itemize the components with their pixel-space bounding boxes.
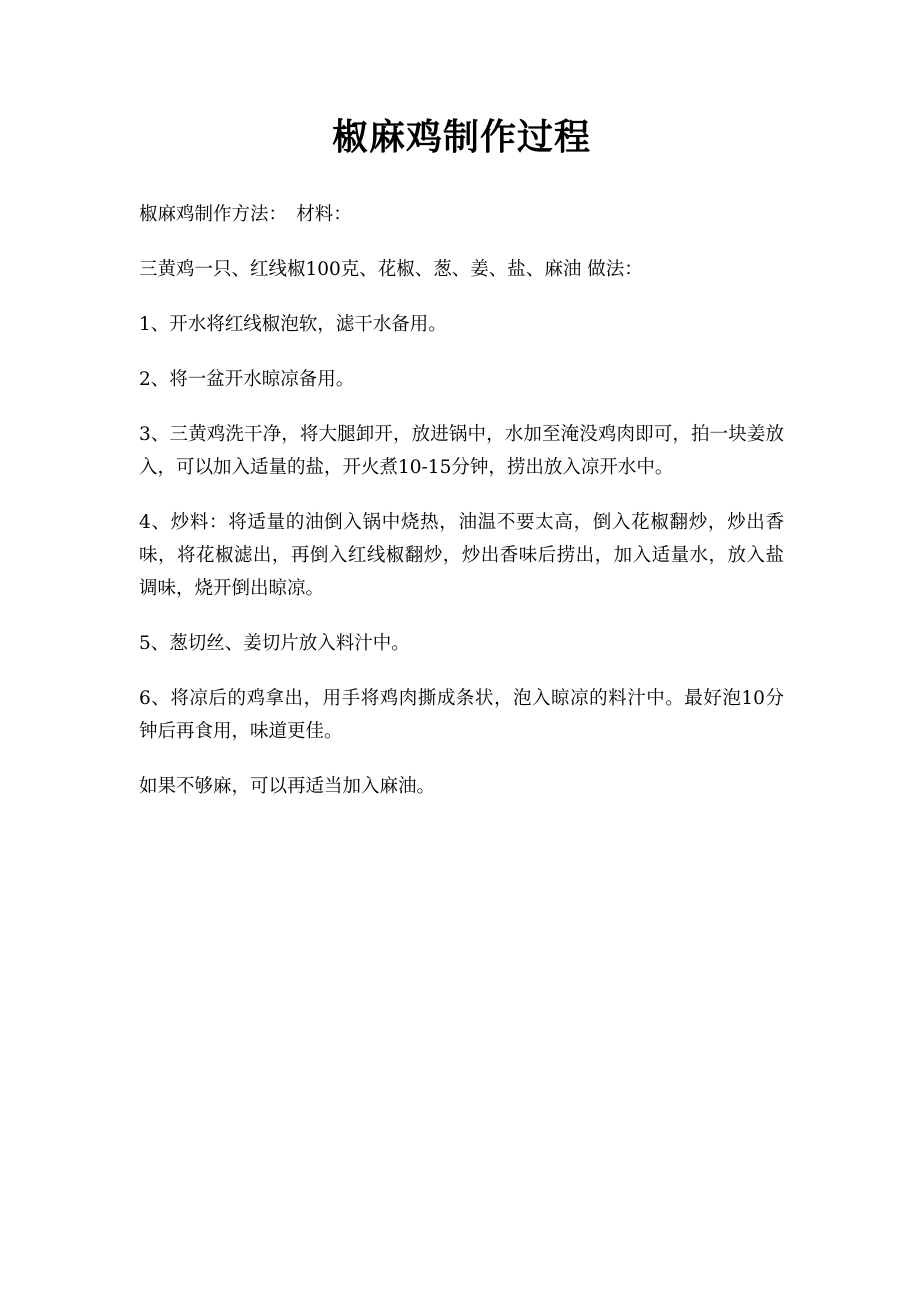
paragraph-step-6: 6、将凉后的鸡拿出，用手将鸡肉撕成条状，泡入晾凉的料汁中。最好泡10分钟后再食用，味道更佳。 bbox=[139, 688, 784, 742]
paragraph-step-5: 5、葱切丝、姜切片放入料汁中。 bbox=[139, 633, 410, 654]
paragraph-method-intro: 椒麻鸡制作方法： 材料： bbox=[139, 204, 352, 225]
paragraph-step-3: 3、三黄鸡洗干净，将大腿卸开，放进锅中，水加至淹没鸡肉即可，拍一块姜放入，可以加入适量的盐，开火煮10-15分钟，捞出放入凉开水中。 bbox=[139, 424, 784, 478]
paragraph-step-2: 2、将一盆开水晾凉备用。 bbox=[139, 369, 355, 390]
paragraph-ingredients: 三黄鸡一只、红线椒100克、花椒、葱、姜、盐、麻油 做法： bbox=[139, 259, 643, 280]
document-title: 椒麻鸡制作过程 bbox=[331, 116, 591, 158]
paragraph-tip: 如果不够麻，可以再适当加入麻油。 bbox=[139, 776, 436, 797]
paragraph-step-4: 4、炒料：将适量的油倒入锅中烧热，油温不要太高，倒入花椒翻炒，炒出香味，将花椒滤出，再倒入红线椒翻炒，炒出香味后捞出，加入适量水，放入盐调味，烧开倒出晾凉。 bbox=[139, 512, 784, 599]
document-body bbox=[139, 198, 784, 825]
paragraph-step-1: 1、开水将红线椒泡软，滤干水备用。 bbox=[139, 314, 447, 335]
